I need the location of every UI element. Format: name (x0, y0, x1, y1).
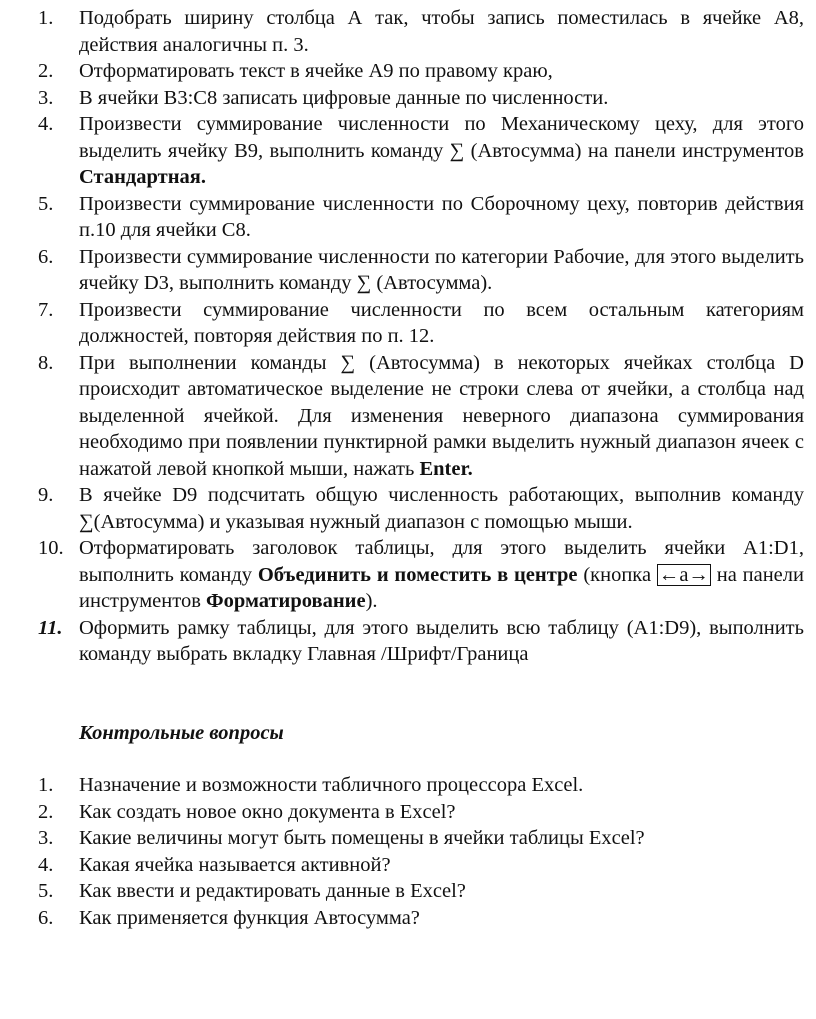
question-number: 4. (38, 853, 54, 876)
instruction-number: 7. (38, 298, 54, 321)
merge-center-button-glyph: ←a→ (658, 563, 709, 586)
instruction-number: 6. (38, 245, 54, 268)
instruction-number: 5. (38, 192, 54, 215)
instruction-text: Произвести суммирование численности по всем остальным категориям должностей, повторяя действия по п. 12. (79, 298, 804, 347)
question-text: Как создать новое окно документа в Excel? (79, 800, 456, 823)
instruction-text: (кнопка (577, 563, 657, 586)
question-text: Как применяется функция Автосумма? (79, 906, 420, 929)
question-number: 3. (38, 827, 54, 849)
question-text: Какая ячейка называется активной? (79, 853, 391, 876)
instruction-item (0, 350, 816, 483)
instruction-number: 3. (38, 86, 54, 109)
instruction-item (0, 297, 816, 350)
instruction-item (0, 111, 816, 191)
instruction-item (0, 191, 816, 244)
question-number: 5. (38, 880, 54, 902)
instruction-text: В ячейке D9 подсчитать общую численность работающих, выполнив команду ∑(Автосумма) и указывая нужный диапазон с помощью мыши. (79, 484, 804, 533)
instruction-text: Подобрать ширину столбца А так, чтобы запись поместилась в ячейке А8, действия аналогичны п. 3. (79, 7, 804, 56)
instruction-item (0, 244, 816, 297)
question-text: Как ввести и редактировать данные в Excel? (79, 880, 466, 902)
instruction-number: 9. (38, 484, 54, 506)
instruction-text: В ячейки В3:С8 записать цифровые данные по численности. (79, 86, 609, 109)
instruction-text: Произвести суммирование численности по Механическому цеху, для этого выделить ячейку В9, выполнить команду ∑ (Автосумма) на панели инструментов (79, 113, 804, 162)
instruction-text: Произвести суммирование численности по Сборочному цеху, повторив действия п.10 для ячейки С8. (79, 192, 804, 241)
instruction-number: 4. (38, 113, 54, 135)
instruction-text: Произвести суммирование численности по категории Рабочие, для этого выделить ячейку D3, выполнить команду ∑ (Автосумма). (79, 245, 804, 294)
question-number: 6. (38, 906, 54, 929)
bold-text: Enter. (419, 457, 473, 480)
question-item (0, 825, 816, 852)
question-item (0, 772, 816, 799)
question-item (0, 878, 816, 905)
questions-list (0, 772, 816, 931)
instruction-number: 8. (38, 351, 54, 374)
instruction-item (0, 615, 816, 668)
instruction-text: Оформить рамку таблицы, для этого выделить всю таблицу (A1:D9), выполнить команду выбрать вкладку Главная /Шрифт/Граница (79, 616, 804, 665)
instruction-text: Отформатировать заголовок таблицы, для этого выделить ячейки A1:D1, выполнить команду (79, 537, 804, 586)
instruction-number: 2. (38, 60, 54, 82)
instruction-item (0, 5, 816, 58)
question-number: 1. (38, 774, 54, 796)
questions-heading: Контрольные вопросы (79, 722, 284, 744)
question-text: Какие величины могут быть помещены в ячейки таблицы Excel? (79, 827, 645, 849)
question-text: Назначение и возможности табличного процессора Excel. (79, 774, 584, 796)
question-number: 2. (38, 800, 54, 823)
question-item (0, 852, 816, 879)
instruction-list (0, 5, 816, 668)
instruction-item (0, 482, 816, 535)
instruction-number: 10. (38, 537, 64, 559)
bold-text: Форматирование (206, 590, 366, 612)
instruction-text: ). (365, 590, 378, 612)
question-item (0, 905, 816, 932)
instruction-text: на панели инструментов (79, 563, 804, 612)
instruction-text: Отформатировать текст в ячейке А9 по правому краю, (79, 60, 553, 82)
instruction-number: 1. (38, 7, 54, 29)
bold-text: Объединить и поместить в центре (257, 563, 578, 586)
bold-text: Стандартная. (79, 166, 207, 188)
instruction-item (0, 85, 816, 112)
instruction-text: При выполнении команды ∑ (Автосумма) в некоторых ячейках столбца D происходит автоматическое выделение не строки слева от ячейки, а столбца над выделенной ячейкой. Для изменения неверного диапазона суммирования необходимо при появлении пунктирной рамки выделить нужный диапазон ячеек с нажатой левой кнопкой мыши, нажать (79, 351, 804, 480)
instruction-item (0, 535, 816, 615)
instruction-item (0, 58, 816, 85)
question-item (0, 799, 816, 826)
instruction-number: 11. (38, 616, 63, 639)
